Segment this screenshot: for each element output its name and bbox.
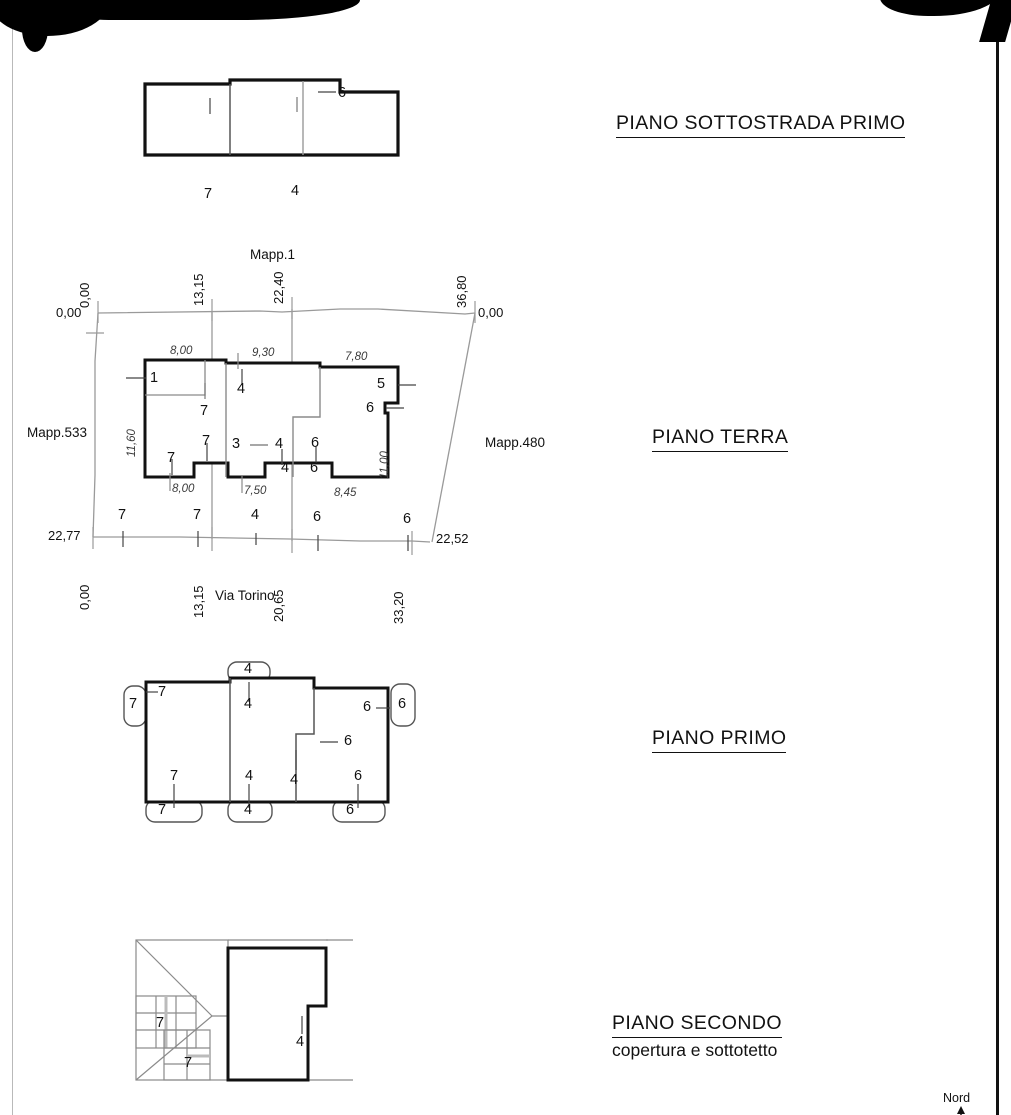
room-label: 1 — [150, 370, 159, 386]
boundary-coord-right: 0,00 — [478, 305, 504, 320]
room-label: 7 — [202, 433, 211, 449]
boundary-coord-bottom: 0,00 — [77, 584, 92, 610]
boundary-coord-top: 36,80 — [454, 275, 469, 308]
compass-north-label: Nord — [943, 1091, 971, 1105]
boundary-coord-top: 0,00 — [77, 282, 92, 308]
boundary-segment-label: 7 — [193, 507, 202, 523]
building-dimension-bottom: 8,45 — [334, 487, 357, 499]
balcony-label: 7 — [158, 802, 167, 818]
room-label: 6 — [344, 733, 353, 749]
floor-plan-primo — [118, 660, 428, 830]
room-label: 4 — [296, 1034, 305, 1050]
boundary-coord-top: 22,40 — [271, 271, 286, 304]
floor-plan-terra — [27, 245, 546, 624]
section-title-terra — [652, 426, 788, 452]
section-title-text: PIANO TERRA — [652, 426, 788, 452]
section-subtitle-text: copertura e sottotetto — [612, 1040, 778, 1060]
balcony-label: 6 — [346, 802, 355, 818]
building-dimension-right: 11,00 — [379, 451, 391, 479]
room-label: 6 — [338, 85, 347, 101]
section-title-primo — [652, 727, 786, 753]
section-title-text: PIANO SECONDO — [612, 1012, 782, 1038]
room-label: 3 — [232, 436, 241, 452]
boundary-segment-label: 7 — [118, 507, 127, 523]
section-title-text: PIANO SOTTOSTRADA PRIMO — [616, 112, 905, 138]
balcony-label: 7 — [129, 696, 138, 712]
building-dimension-top: 7,80 — [345, 351, 368, 363]
room-label: 5 — [377, 376, 386, 392]
parcel-label-top: Mapp.1 — [250, 247, 296, 262]
balcony-label: 6 — [398, 696, 407, 712]
boundary-segment-label: 4 — [251, 507, 260, 523]
room-label: 7 — [156, 1015, 165, 1031]
boundary-coord-right: 22,52 — [436, 531, 469, 546]
page-right-border — [996, 0, 999, 1115]
boundary-coord-left: 22,77 — [48, 528, 81, 543]
room-label: 6 — [310, 460, 319, 476]
room-label: 6 — [311, 435, 320, 451]
room-label: 7 — [184, 1055, 193, 1071]
room-label: 7 — [167, 450, 176, 466]
balcony-label: 4 — [244, 802, 253, 818]
building-dimension-top: 9,30 — [252, 347, 275, 359]
floor-plan-secondo — [128, 930, 368, 1110]
room-label: 6 — [363, 699, 372, 715]
boundary-coord-top: 13,15 — [191, 273, 206, 306]
room-label: 4 — [290, 772, 299, 788]
room-label: 7 — [170, 768, 179, 784]
scan-artifact-ink-drip — [22, 6, 48, 52]
room-label: 4 — [237, 381, 246, 397]
page-left-border — [12, 0, 13, 1115]
room-label: 4 — [275, 436, 284, 452]
building-dimension-bottom: 7,50 — [244, 485, 267, 497]
boundary-coord-bottom: 33,20 — [391, 591, 406, 624]
boundary-coord-bottom: 20,65 — [271, 589, 286, 622]
section-title-text: PIANO PRIMO — [652, 727, 786, 753]
room-label: 4 — [245, 768, 254, 784]
boundary-segment-label: 6 — [403, 511, 412, 527]
boundary-coord-bottom: 13,15 — [191, 585, 206, 618]
parcel-label-right: Mapp.480 — [485, 435, 546, 450]
boundary-segment-label: 6 — [313, 509, 322, 525]
balcony-label: 4 — [244, 661, 253, 677]
section-title-secondo — [612, 1012, 782, 1061]
room-label: 4 — [291, 183, 300, 199]
section-title-sottostrada-primo — [616, 112, 905, 138]
room-label: 7 — [204, 186, 213, 202]
scan-artifact-ink-smear — [60, 0, 360, 20]
scan-artifact-ink-blot-right — [880, 0, 1000, 16]
building-dimension-left: 11,60 — [126, 429, 138, 457]
room-label: 4 — [281, 460, 290, 476]
room-label: 6 — [354, 768, 363, 784]
compass-north-icon — [955, 1106, 969, 1115]
boundary-coord-left: 0,00 — [56, 305, 82, 320]
street-label: Via Torino — [215, 588, 275, 603]
room-label: 7 — [158, 684, 167, 700]
parcel-label-left: Mapp.533 — [27, 425, 88, 440]
building-dimension-bottom: 8,00 — [172, 483, 195, 495]
room-label: 6 — [366, 400, 375, 416]
building-dimension-top: 8,00 — [170, 345, 193, 357]
room-label: 4 — [244, 696, 253, 712]
room-label: 7 — [200, 403, 209, 419]
floor-plan-sottostrada-primo — [140, 70, 420, 202]
